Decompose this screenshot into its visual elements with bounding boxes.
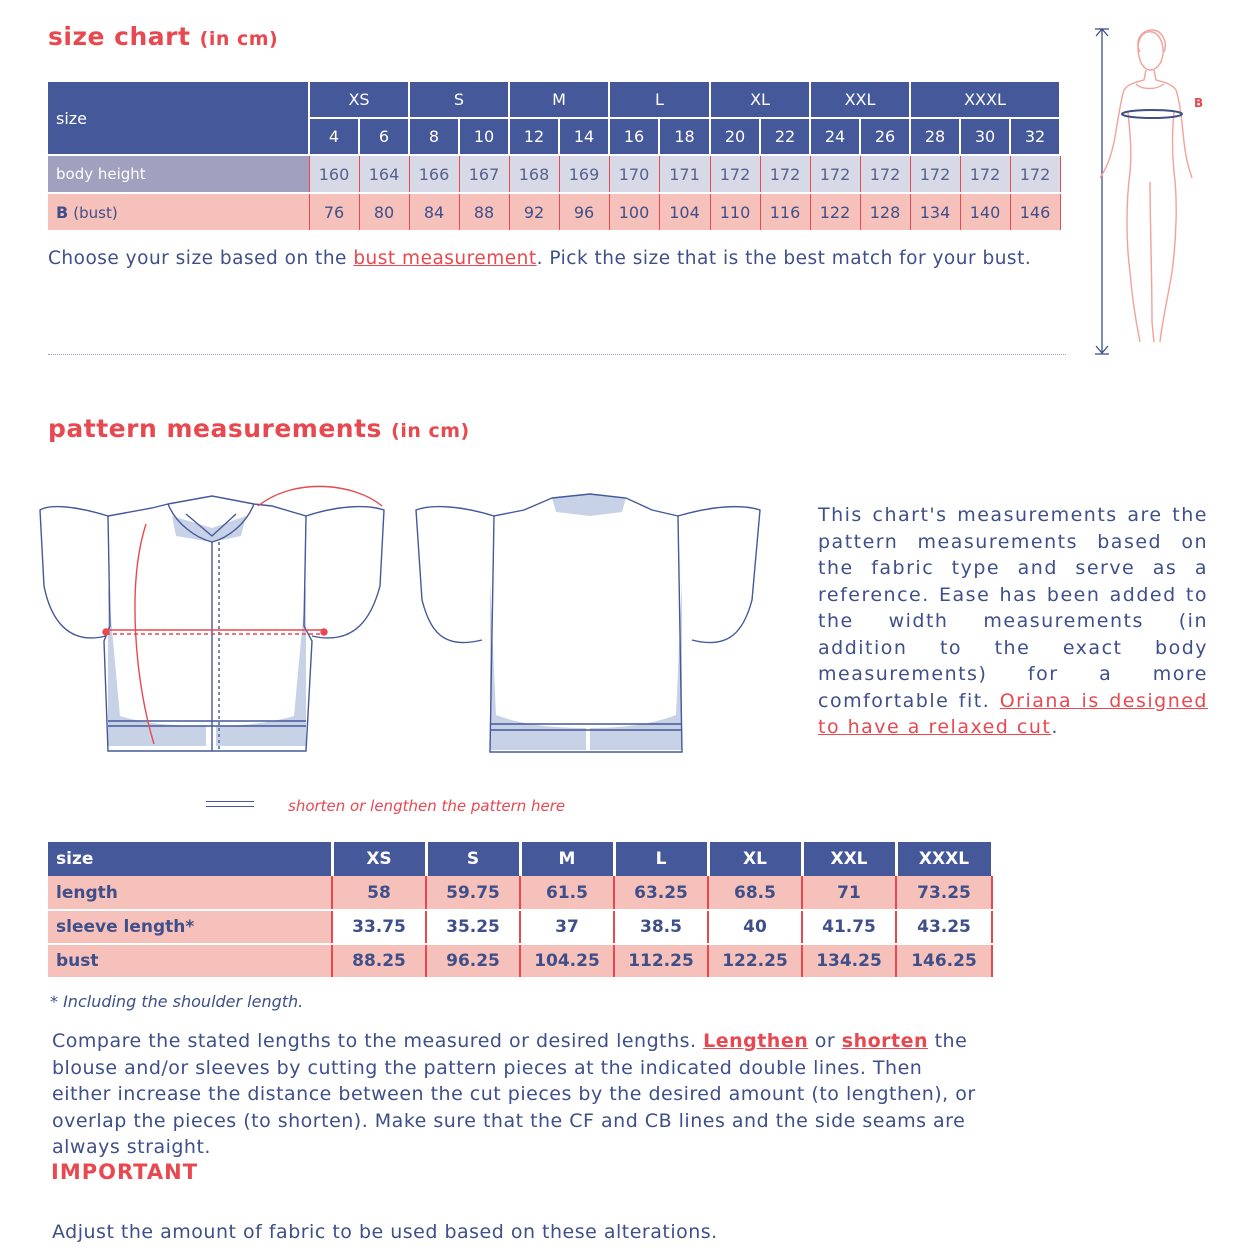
table-cell: 146.25 <box>896 944 992 978</box>
size-column-header: M <box>520 842 614 876</box>
table-cell: 172 <box>960 155 1010 193</box>
size-number: 30 <box>960 118 1010 155</box>
row-label-length: length <box>48 876 332 910</box>
table-cell: 76 <box>309 193 359 230</box>
table-cell: 122 <box>810 193 860 230</box>
table-cell: 164 <box>359 155 409 193</box>
pattern-title: pattern measurements (in cm) <box>48 414 470 443</box>
table-cell: 104 <box>659 193 710 230</box>
size-number: 8 <box>409 118 459 155</box>
table-cell: 171 <box>659 155 710 193</box>
table-cell: 170 <box>609 155 659 193</box>
table-cell: 63.25 <box>614 876 708 910</box>
table-cell: 96 <box>559 193 609 230</box>
table-cell: 172 <box>860 155 910 193</box>
table-cell: 172 <box>760 155 810 193</box>
body-figure-illustration <box>1086 22 1216 362</box>
table-cell: 73.25 <box>896 876 992 910</box>
table-cell: 134.25 <box>802 944 896 978</box>
table-cell: 169 <box>559 155 609 193</box>
table-cell: 128 <box>860 193 910 230</box>
table-cell: 88.25 <box>332 944 426 978</box>
table-cell: 41.75 <box>802 910 896 944</box>
section-divider <box>48 354 1066 355</box>
size-number: 26 <box>860 118 910 155</box>
table-cell: 58 <box>332 876 426 910</box>
table-cell: 168 <box>509 155 559 193</box>
size-column-header: XL <box>708 842 802 876</box>
size-number: 6 <box>359 118 409 155</box>
row-label-bust: bust <box>48 944 332 978</box>
size-group: XS <box>309 82 409 118</box>
figure-label-b: B <box>1194 96 1204 110</box>
table-cell: 116 <box>760 193 810 230</box>
table-cell: 61.5 <box>520 876 614 910</box>
table-cell: 43.25 <box>896 910 992 944</box>
size-group: XXXL <box>910 82 1060 118</box>
size-number: 24 <box>810 118 860 155</box>
pattern-measurement-table <box>48 842 994 979</box>
size-group: L <box>609 82 710 118</box>
height-arrow-icon <box>1095 29 1109 354</box>
table-cell: 92 <box>509 193 559 230</box>
blouse-front-illustration <box>36 476 396 766</box>
table-cell: 40 <box>708 910 802 944</box>
table-cell: 167 <box>459 155 509 193</box>
size-number: 4 <box>309 118 359 155</box>
table-cell: 160 <box>309 155 359 193</box>
size-group: M <box>509 82 609 118</box>
size-number: 20 <box>710 118 760 155</box>
table-cell: 172 <box>710 155 760 193</box>
table-cell: 172 <box>810 155 860 193</box>
table-cell: 37 <box>520 910 614 944</box>
table-cell: 33.75 <box>332 910 426 944</box>
table-cell: 68.5 <box>708 876 802 910</box>
woman-silhouette-icon <box>1100 30 1192 342</box>
table-cell: 122.25 <box>708 944 802 978</box>
row-label-body-height: body height <box>48 155 309 193</box>
size-number: 22 <box>760 118 810 155</box>
blouse-back-illustration <box>412 490 772 760</box>
size-group: S <box>409 82 509 118</box>
table-cell: 172 <box>910 155 960 193</box>
table-cell: 38.5 <box>614 910 708 944</box>
size-number: 18 <box>659 118 710 155</box>
table-cell: 84 <box>409 193 459 230</box>
table-cell: 110 <box>710 193 760 230</box>
size-number: 28 <box>910 118 960 155</box>
relaxed-cut-link[interactable]: Oriana is designed to have a relaxed cut <box>818 689 1208 738</box>
size-column-header: XS <box>332 842 426 876</box>
table-cell: 96.25 <box>426 944 520 978</box>
double-line-icon <box>206 801 254 807</box>
footnote: * Including the shoulder length. <box>50 992 304 1011</box>
bust-line-marker <box>1122 110 1182 118</box>
row-label-sleeve-length: sleeve length* <box>48 910 332 944</box>
pattern-description: This chart's measurements are the pattern measurements based on the fabric type and serve as a reference. Ease has been added to the width measurements (in addition to the exact body measurements) for a more comfortable fit. Oriana is designed to have a relaxed cut. <box>818 504 1208 738</box>
table-cell: 71 <box>802 876 896 910</box>
size-column-header: XXXL <box>896 842 992 876</box>
size-number: 10 <box>459 118 509 155</box>
size-column-header: L <box>614 842 708 876</box>
shorten-link[interactable]: shorten <box>841 1030 929 1052</box>
table-cell: 35.25 <box>426 910 520 944</box>
table-cell: 140 <box>960 193 1010 230</box>
size-header-label: size <box>48 82 309 155</box>
size-group: XXL <box>810 82 910 118</box>
size-chart-title: size chart (in cm) <box>48 22 279 51</box>
size-number: 14 <box>559 118 609 155</box>
size-number: 16 <box>609 118 659 155</box>
table-cell: 172 <box>1010 155 1060 193</box>
table-cell: 146 <box>1010 193 1060 230</box>
size-column-header: XXL <box>802 842 896 876</box>
table-cell: 166 <box>409 155 459 193</box>
important-text: Adjust the amount of fabric to be used based on these alterations. <box>52 1221 718 1243</box>
size-chart-table <box>48 82 1061 230</box>
size-number: 32 <box>1010 118 1060 155</box>
size-note: Choose your size based on the bust measurement. Pick the size that is the best match for your bust. <box>48 248 1032 269</box>
table-cell: 104.25 <box>520 944 614 978</box>
table-cell: 112.25 <box>614 944 708 978</box>
table-cell: 59.75 <box>426 876 520 910</box>
bust-measurement-link[interactable]: bust measurement <box>353 248 537 269</box>
lengthen-link[interactable]: Lengthen <box>703 1030 809 1052</box>
table-cell: 80 <box>359 193 409 230</box>
row-label-bust: B (bust) <box>48 193 309 230</box>
size-number: 12 <box>509 118 559 155</box>
table-cell: 134 <box>910 193 960 230</box>
size-header-label: size <box>48 842 332 876</box>
table-cell: 88 <box>459 193 509 230</box>
legend-text: shorten or lengthen the pattern here <box>288 797 566 815</box>
compare-paragraph: Compare the stated lengths to the measured or desired lengths. Lengthen or shorten the blouse and/or sleeves by cutting the pattern pieces at the indicated double lines. Then either increase the distance between the cut pieces by the desired amount (to lengthen), or overlap the pieces (to shorten). Make sure that the CF and CB lines and the side seams are always straight. <box>52 1030 976 1158</box>
size-group: XL <box>710 82 810 118</box>
important-heading: IMPORTANT <box>51 1160 199 1184</box>
table-cell: 100 <box>609 193 659 230</box>
size-column-header: S <box>426 842 520 876</box>
